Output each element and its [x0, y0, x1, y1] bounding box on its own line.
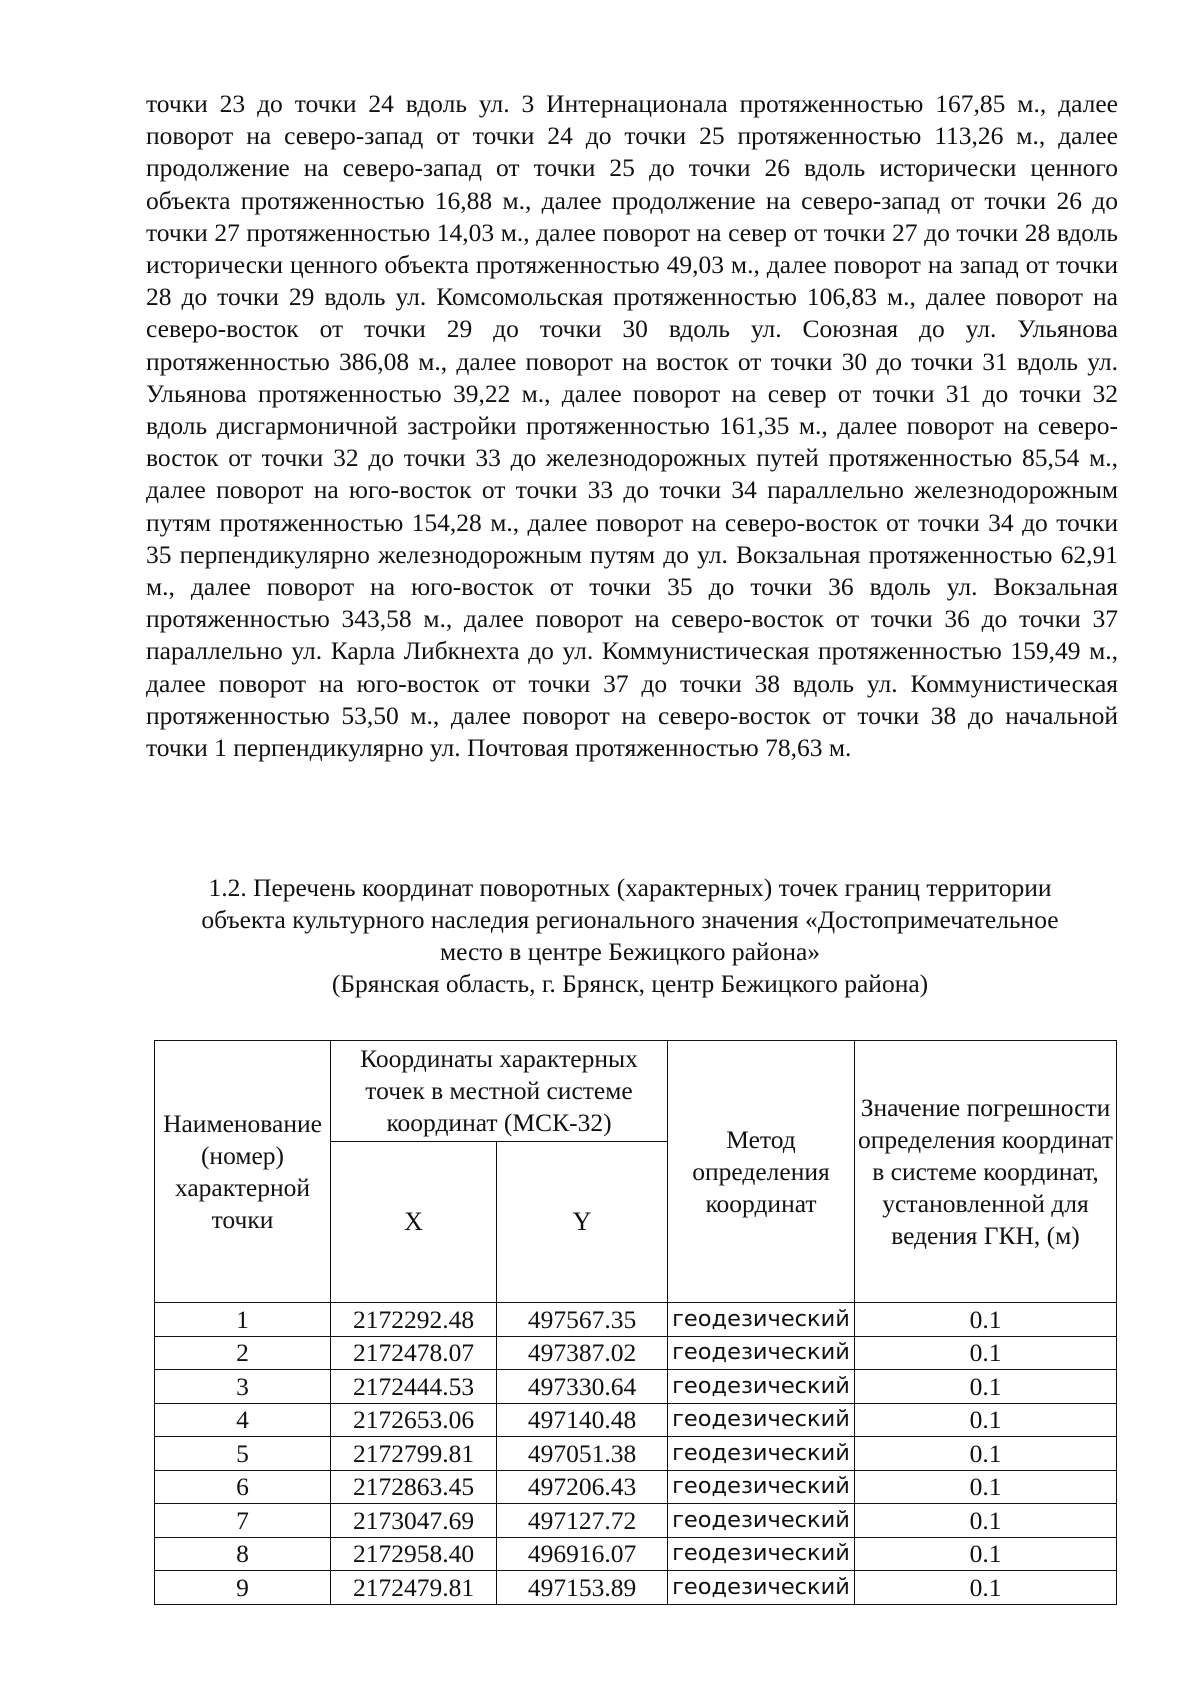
table-row	[155, 1403, 1117, 1437]
cell-y: 496916.07	[497, 1537, 668, 1571]
cell-point: 3	[155, 1370, 331, 1404]
cell-point: 9	[155, 1571, 331, 1605]
table-row	[155, 1437, 1117, 1471]
cell-method: геодезический	[668, 1504, 855, 1538]
cell-error: 0.1	[855, 1336, 1117, 1370]
table-row	[155, 1537, 1117, 1571]
cell-error: 0.1	[855, 1504, 1117, 1538]
section-heading-line: 1.2. Перечень координат поворотных (характерных) точек границ территории	[208, 873, 1052, 902]
boundary-description-paragraph: точки 23 до точки 24 вдоль ул. 3 Интернационала протяженностью 167,85 м., далее поворот на северо-запад от точки 24 до точки 25 протяженностью 113,26 м., далее продолжение на северо-запад от точки 25 до точки 26 вдоль исторически ценного объекта протяженностью 16,88 м., далее продолжение на северо-запад от точки 26 до точки 27 протяженностью 14,03 м., далее поворот на север от точки 27 до точки 28 вдоль исторически ценного объекта протяженностью 49,03 м., далее поворот на запад от точки 28 до точки 29 вдоль ул. Комсомольская протяженностью 106,83 м., далее поворот на северо-восток от точки 29 до точки 30 вдоль ул. Союзная до ул. Ульянова протяженностью 386,08 м., далее поворот на восток от точки 30 до точки 31 вдоль ул. Ульянова протяженностью 39,22 м., далее поворот на север от точки 31 до точки 32 вдоль дисгармоничной застройки протяженностью 161,35 м., далее поворот на северо-восток от точки 32 до точки 33 до железнодорожных путей протяженностью 85,54 м., далее поворот на юго-восток от точки 33 до точки 34 параллельно железнодорожным путям протяженностью 154,28 м., далее поворот на северо-восток от точки 34 до точки 35 перпендикулярно железнодорожным путям до ул. Вокзальная протяженностью 62,91 м., далее поворот на юго-восток от точки 35 до точки 36 вдоль ул. Вокзальная протяженностью 343,58 м., далее поворот на северо-восток от точки 36 до точки 37 параллельно ул. Карла Либкнехта до ул. Коммунистическая протяженностью 159,49 м., далее поворот на юго-восток от точки 37 до точки 38 вдоль ул. Коммунистическая протяженностью 53,50 м., далее поворот на северо-восток от точки 38 до начальной точки 1 перпендикулярно ул. Почтовая протяженностью 78,63 м.	[146, 89, 1118, 763]
cell-x: 2172799.81	[331, 1437, 497, 1471]
table-row	[155, 1470, 1117, 1504]
header-y: Y	[497, 1142, 668, 1303]
cell-x: 2172444.53	[331, 1370, 497, 1404]
cell-x: 2172479.81	[331, 1571, 497, 1605]
cell-method: геодезический	[668, 1370, 855, 1404]
cell-error: 0.1	[855, 1437, 1117, 1471]
cell-point: 5	[155, 1437, 331, 1471]
cell-error: 0.1	[855, 1537, 1117, 1571]
cell-error: 0.1	[855, 1370, 1117, 1404]
table-row	[155, 1571, 1117, 1605]
cell-error: 0.1	[855, 1303, 1117, 1337]
cell-x: 2173047.69	[331, 1504, 497, 1538]
section-heading-subtitle: (Брянская область, г. Брянск, центр Бежицкого района)	[331, 969, 929, 998]
cell-y: 497387.02	[497, 1336, 668, 1370]
cell-point: 7	[155, 1504, 331, 1538]
header-method: Метод определения координат	[668, 1041, 855, 1303]
header-coordinates-group: Координаты характерных точек в местной системе координат (МСК-32)	[331, 1041, 668, 1142]
cell-method: геодезический	[668, 1437, 855, 1471]
header-x: X	[331, 1142, 497, 1303]
table-row	[155, 1336, 1117, 1370]
section-heading	[140, 872, 1120, 1000]
cell-error: 0.1	[855, 1403, 1117, 1437]
cell-x: 2172292.48	[331, 1303, 497, 1337]
cell-method: геодезический	[668, 1571, 855, 1605]
cell-y: 497206.43	[497, 1470, 668, 1504]
cell-point: 1	[155, 1303, 331, 1337]
section-heading-line: место в центре Бежицкого района»	[439, 937, 821, 966]
table-row	[155, 1370, 1117, 1404]
cell-x: 2172958.40	[331, 1537, 497, 1571]
cell-method: геодезический	[668, 1403, 855, 1437]
cell-y: 497330.64	[497, 1370, 668, 1404]
cell-x: 2172478.07	[331, 1336, 497, 1370]
cell-y: 497140.48	[497, 1403, 668, 1437]
cell-y: 497567.35	[497, 1303, 668, 1337]
cell-method: геодезический	[668, 1470, 855, 1504]
table-row	[155, 1504, 1117, 1538]
cell-method: геодезический	[668, 1303, 855, 1337]
cell-y: 497153.89	[497, 1571, 668, 1605]
header-point-name: Наименование (номер) характерной точки	[155, 1041, 331, 1303]
cell-error: 0.1	[855, 1470, 1117, 1504]
cell-error: 0.1	[855, 1571, 1117, 1605]
cell-point: 4	[155, 1403, 331, 1437]
cell-x: 2172653.06	[331, 1403, 497, 1437]
cell-point: 6	[155, 1470, 331, 1504]
cell-y: 497127.72	[497, 1504, 668, 1538]
cell-method: геодезический	[668, 1336, 855, 1370]
table-row	[155, 1303, 1117, 1337]
cell-point: 2	[155, 1336, 331, 1370]
cell-method: геодезический	[668, 1537, 855, 1571]
cell-y: 497051.38	[497, 1437, 668, 1471]
header-error: Значение погрешности определения координат в системе координат, установленной для ведения ГКН, (м)	[855, 1041, 1117, 1303]
cell-x: 2172863.45	[331, 1470, 497, 1504]
cell-point: 8	[155, 1537, 331, 1571]
section-heading-line: объекта культурного наследия регионального значения «Достопримечательное	[201, 905, 1059, 934]
coordinates-table	[154, 1040, 1117, 1605]
